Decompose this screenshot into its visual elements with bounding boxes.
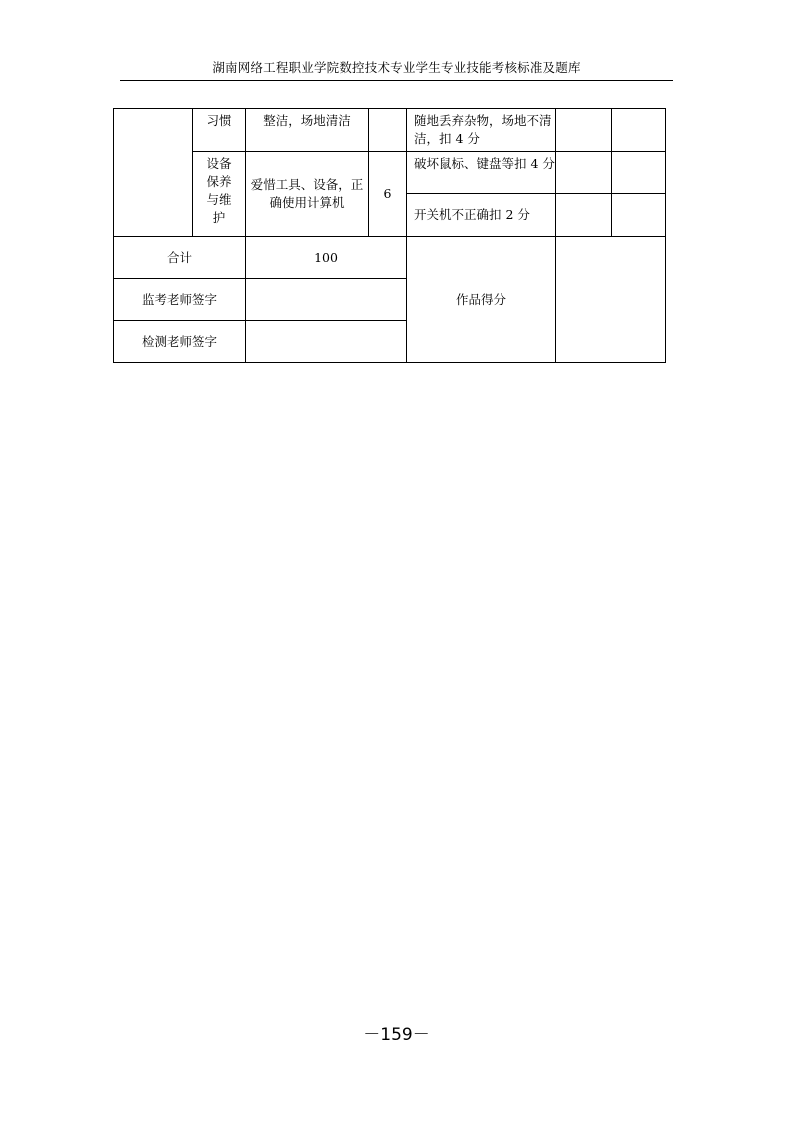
header-divider	[120, 80, 673, 81]
table-row	[114, 152, 666, 194]
deduction-maintenance-1: 破坏鼠标、键盘等扣 4 分	[407, 152, 556, 194]
work-score-value	[556, 237, 666, 363]
page-number: －159－	[363, 1025, 430, 1045]
requirement-habit: 整洁，场地清洁	[246, 109, 369, 152]
blank-section-cell	[114, 109, 193, 237]
blank-cell	[612, 109, 666, 152]
blank-cell	[612, 194, 666, 237]
total-value: 100	[246, 237, 407, 279]
assessment-table	[113, 108, 666, 363]
deduction-maintenance-2: 开关机不正确扣 2 分	[407, 194, 556, 237]
inspector-signature-field	[246, 321, 407, 363]
table-row	[114, 109, 666, 152]
score-maintenance: 6	[369, 152, 407, 237]
requirement-maintenance: 爱惜工具、设备，正确使用计算机	[246, 152, 369, 237]
blank-cell	[556, 194, 612, 237]
supervisor-signature-label: 监考老师签字	[114, 279, 246, 321]
blank-cell	[556, 152, 612, 194]
category-habit: 习惯	[193, 109, 246, 152]
deduction-habit: 随地丢弃杂物，场地不清洁，扣 4 分	[407, 109, 556, 152]
blank-cell	[612, 152, 666, 194]
work-score-label: 作品得分	[407, 237, 556, 363]
score-habit	[369, 109, 407, 152]
blank-cell	[556, 109, 612, 152]
total-label: 合计	[114, 237, 246, 279]
table-row	[114, 237, 666, 279]
inspector-signature-label: 检测老师签字	[114, 321, 246, 363]
category-maintenance: 设备保养与维护	[193, 152, 246, 237]
supervisor-signature-field	[246, 279, 407, 321]
page-header-title: 湖南网络工程职业学院数控技术专业学生专业技能考核标准及题库	[212, 60, 581, 75]
